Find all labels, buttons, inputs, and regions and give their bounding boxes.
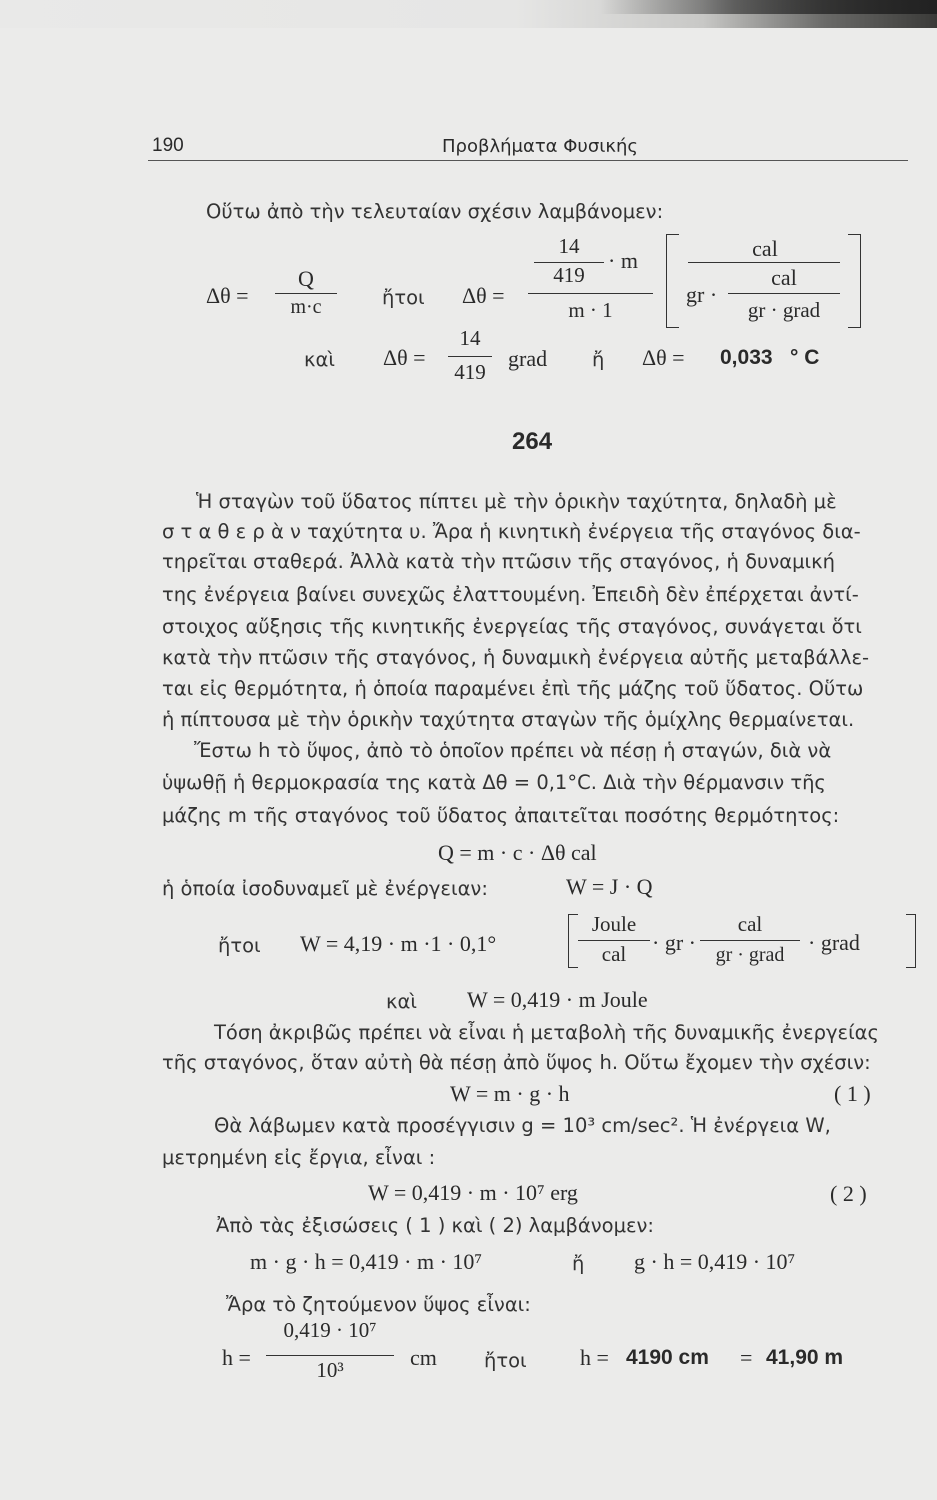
problem-number: 264 <box>512 428 553 455</box>
eqW-left-bracket <box>568 914 578 968</box>
eq1-unit-gr: gr · <box>686 282 718 307</box>
eqW-cal: cal <box>601 942 627 966</box>
para2-line: τῆς σταγόνος, ὅταν αὐτὴ θὰ πέσῃ ἀπὸ ὕψος h. Οὕτω ἔχομεν τὴν σχέσιν: <box>162 1051 871 1074</box>
para1-line: Ἔστω h τὸ ὕψος, ἀπὸ τὸ ὁποῖον πρέπει νὰ πέσῃ ἡ σταγών, διὰ νὰ <box>194 739 832 762</box>
eq1-frac-num: Q <box>298 266 314 291</box>
eq-3-or: ἤ <box>572 1252 585 1275</box>
eqW-cal2-line <box>700 940 800 941</box>
final-den: 10³ <box>316 1358 344 1382</box>
para1-line: ται εἰς θερμότητα, ἡ ὁποία παραμένει ἐπὶ τῆς μάζης τοῦ ὕδατος. Οὕτω <box>162 677 864 700</box>
eq2-lhs: Δθ = <box>383 345 426 370</box>
para1-line: της ἐνέργεια βαίνει συνεχῶς ἐλαττουμένη. Ἐπειδὴ δὲν ἐπέρχεται ἀντί- <box>162 583 859 606</box>
final-unit: cm <box>410 1345 437 1370</box>
final-connector: ἤτοι <box>484 1349 527 1372</box>
eq1-frac-den: m·c <box>290 296 322 318</box>
eqW-grad: · grad <box>808 930 860 955</box>
eqW-cal2: cal <box>737 912 763 936</box>
final-frac-line <box>266 1355 394 1356</box>
eq1-unit-cal: cal <box>752 236 778 261</box>
eq2-unit: grad <box>508 346 548 371</box>
eqW2-formula: W = 0,419 · m Joule <box>467 987 648 1012</box>
eq1-top-den: 419 <box>553 263 585 287</box>
para1-line: Ἡ σταγὼν τοῦ ὕδατος πίπτει μὲ τὴν ὁρικὴν ταχύτητα, δηλαδὴ μὲ <box>196 490 837 513</box>
running-title: Προβλήματα Φυσικής <box>442 136 638 157</box>
eqW-joule-line <box>578 940 650 941</box>
eq1-bottom-den: m · 1 <box>568 298 613 322</box>
eq1-connector: ἤτοι <box>382 286 425 309</box>
para1-line: ἡ πίπτουσα μὲ τὴν ὁρικὴν ταχύτητα σταγὼν τῆς ὁμίχλης θερμαίνεται. <box>162 708 855 731</box>
para3-line: μετρημένη εἰς ἔργια, εἶναι : <box>162 1146 436 1169</box>
para1-line: τηρεῖται σταθερά. Ἀλλὰ κατὰ τὴν πτῶσιν τῆς σταγόνος, ἡ δυναμική <box>162 550 835 573</box>
eq-1-label: ( 1 ) <box>834 1081 871 1106</box>
conclusion-line: Ἄρα τὸ ζητούμενον ὕψος εἶναι: <box>226 1293 531 1316</box>
eq2-result-lhs: Δθ = <box>642 345 685 370</box>
eqW2-kai: καὶ <box>386 990 417 1013</box>
eq-3-right: g · h = 0,419 · 10⁷ <box>634 1249 796 1274</box>
page-number: 190 <box>152 135 184 156</box>
eq-2-label: ( 2 ) <box>830 1181 867 1206</box>
eq1-left-bracket <box>666 234 679 328</box>
eq1-unit-inner-num: cal <box>771 265 797 290</box>
from-line: Ἀπὸ τὰς ἐξισώσεις ( 1 ) καὶ ( 2) λαμβάνομεν: <box>216 1214 654 1237</box>
header-rule <box>148 160 908 161</box>
para1-line: κατὰ τὴν πτῶσιν τῆς σταγόνος, ἡ δυναμικὴ ἐνέργεια αὐτῆς μεταβάλλε- <box>162 646 870 669</box>
para1-line: μάζης m τῆς σταγόνος τοῦ ὕδατος ἀπαιτεῖται ποσότης θερμότητος: <box>162 804 840 827</box>
final-rhs-bold2: 41,90 m <box>766 1346 844 1369</box>
eq1-unit-inner-den: gr · grad <box>747 298 821 322</box>
eq1-lhs: Δθ = <box>206 283 249 308</box>
eq1-unit-inner-line <box>728 293 840 294</box>
eq1-right-bracket <box>848 234 861 328</box>
equiv-formula: W = J · Q <box>566 874 653 899</box>
final-rhs-prefix: h = <box>580 1345 609 1370</box>
para3-line: Θὰ λάβωμεν κατὰ προσέγγισιν g = 10³ cm/sec². Ἡ ἐνέργεια W, <box>214 1114 831 1137</box>
eq-1-formula: W = m · g · h <box>450 1081 570 1106</box>
eq-2-formula: W = 0,419 · m · 10⁷ erg <box>368 1180 578 1205</box>
eq-3-left: m · g · h = 0,419 · m · 10⁷ <box>250 1249 483 1274</box>
eqW-gr-grad: gr · grad <box>715 944 785 966</box>
equiv-text: ἡ ὁποία ἰσοδυναμεῖ μὲ ἐνέργειαν: <box>162 877 488 900</box>
eq2-den: 419 <box>454 360 486 384</box>
eq1-top-mult: · m <box>608 248 638 273</box>
final-num: 0,419 · 10⁷ <box>283 1318 377 1342</box>
eq1-main-line <box>528 293 653 294</box>
para1-line: ὑψωθῇ ἡ θερμοκρασία της κατὰ Δθ = 0,1°C. Διὰ τὴν θέρμανσιν τῆς <box>162 771 826 794</box>
para1-line: σ τ α θ ε ρ ὰ ν ταχύτητα υ. Ἄρα ἡ κινητικὴ ἐνέργεια τῆς σταγόνος δια- <box>162 520 861 543</box>
intro-line: Οὕτω ἀπὸ τὴν τελευταίαν σχέσιν λαμβάνομεν: <box>206 200 664 223</box>
eq2-result-unit: ° C <box>790 346 820 369</box>
eq1-top-num: 14 <box>558 234 580 258</box>
eq2-or: ἤ <box>592 348 605 371</box>
final-lhs: h = <box>222 1345 251 1370</box>
eqW-lhs: W = 4,19 · m ·1 · 0,1° <box>300 931 497 956</box>
eq2-result-value: 0,033 <box>720 346 773 369</box>
eqW-joule: Joule <box>591 912 637 936</box>
final-eq-sign: = <box>740 1345 753 1370</box>
eqW-right-bracket <box>906 914 916 968</box>
eqW-connector: ἤτοι <box>218 934 261 957</box>
eq-Q: Q = m · c · Δθ cal <box>438 840 597 865</box>
eq2-num: 14 <box>459 326 481 350</box>
para1-line: στοιχος αὔξησις τῆς κινητικῆς ἐνεργείας τῆς σταγόνος, συνάγεται ὅτι <box>162 615 862 638</box>
scan-edge-dark <box>600 0 937 14</box>
eq2-frac-line <box>448 356 492 357</box>
eq1-frac-line <box>275 293 337 294</box>
final-rhs-bold1: 4190 cm <box>626 1346 709 1369</box>
eq1-lhs2: Δθ = <box>462 283 505 308</box>
eq2-kai: καὶ <box>304 348 335 371</box>
para2-line: Τόση ἀκριβῶς πρέπει νὰ εἶναι ἡ μεταβολὴ τῆς δυναμικῆς ἐνεργείας <box>214 1021 879 1044</box>
eq1-unit-line <box>688 262 840 263</box>
eqW-gr: · gr · <box>652 930 696 955</box>
